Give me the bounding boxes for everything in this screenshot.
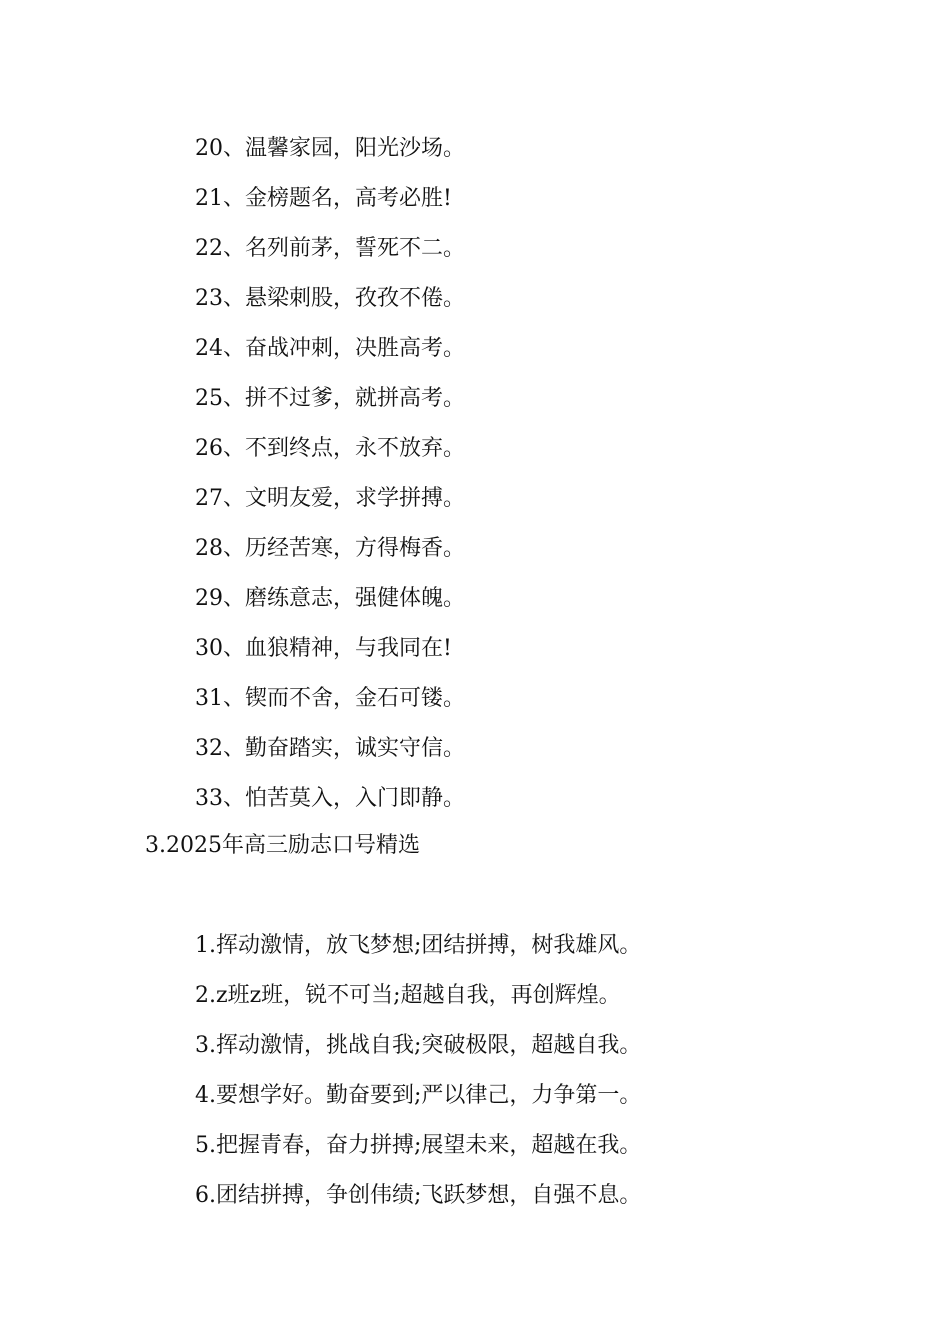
section-heading: 3.2025年高三励志口号精选: [145, 833, 420, 858]
list-item: 4.要想学好。勤奋要到;严以律己，力争第一。: [195, 1083, 642, 1108]
list-item: 30、血狼精神，与我同在!: [195, 636, 452, 661]
list-item: 21、金榜题名，高考必胜!: [195, 186, 452, 211]
list-item: 23、悬梁刺股，孜孜不倦。: [195, 286, 465, 311]
slogan-list-continued: [195, 124, 465, 824]
list-item: 1.挥动激情，放飞梦想;团结拼搏，树我雄风。: [195, 933, 642, 958]
list-item: 5.把握青春，奋力拼搏;展望未来，超越在我。: [195, 1133, 642, 1158]
list-item: 20、温馨家园，阳光沙场。: [195, 136, 465, 161]
list-item: 31、锲而不舍，金石可镂。: [195, 686, 465, 711]
list-item: 3.挥动激情，挑战自我;突破极限，超越自我。: [195, 1033, 642, 1058]
list-item: 6.团结拼搏，争创伟绩;飞跃梦想，自强不息。: [195, 1183, 642, 1208]
list-item: 32、勤奋踏实，诚实守信。: [195, 736, 465, 761]
list-item: 27、文明友爱，求学拼搏。: [195, 486, 465, 511]
list-item: 24、奋战冲刺，决胜高考。: [195, 336, 465, 361]
list-item: 28、历经苦寒，方得梅香。: [195, 536, 465, 561]
list-item: 2.z班z班，锐不可当;超越自我，再创辉煌。: [195, 983, 621, 1008]
list-item: 26、不到终点，永不放弃。: [195, 436, 465, 461]
list-item: 29、磨练意志，强健体魄。: [195, 586, 465, 611]
slogan-list: [195, 921, 641, 1221]
list-item: 22、名列前茅，誓死不二。: [195, 236, 465, 261]
list-item: 33、怕苦莫入，入门即静。: [195, 786, 465, 811]
list-item: 25、拼不过爹，就拼高考。: [195, 386, 465, 411]
